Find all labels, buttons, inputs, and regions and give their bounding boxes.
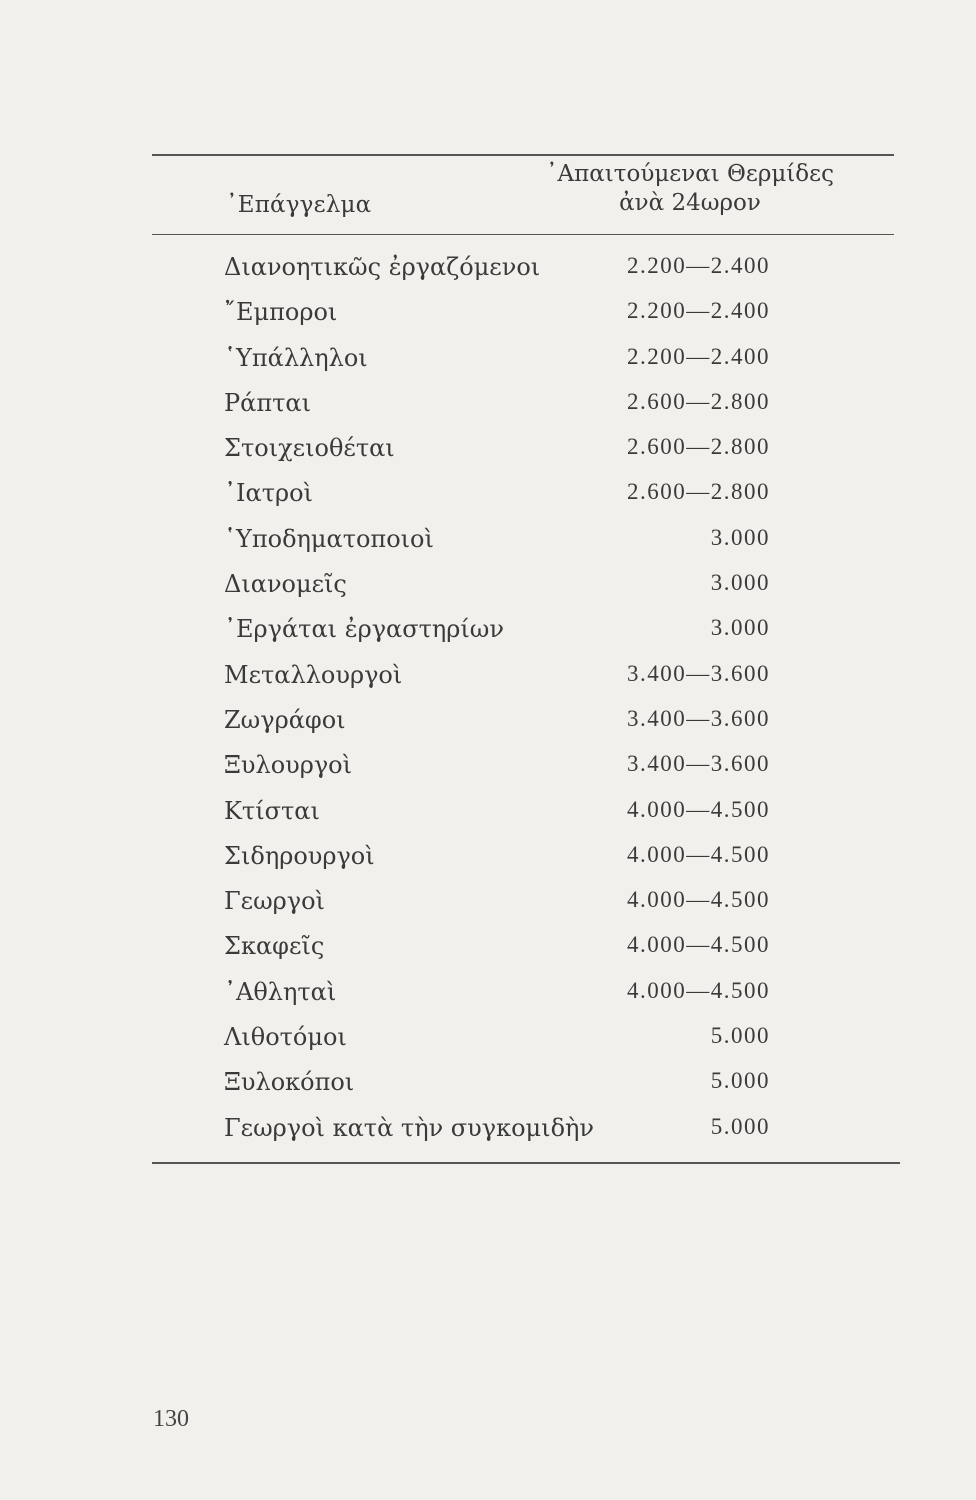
- occupation-cell: Λιθοτόμοι: [224, 1023, 347, 1052]
- occupation-cell: ῾Υπάλληλοι: [224, 343, 368, 372]
- occupation-cell: Ξυλοκόποι: [224, 1068, 355, 1097]
- calories-cell: 2.200—2.400: [627, 343, 770, 369]
- occupation-cell: Σκαφεῖς: [224, 932, 325, 961]
- calories-cell: 5.000: [710, 1023, 770, 1049]
- table-body: [0, 253, 976, 1159]
- table-row: [0, 842, 976, 887]
- calories-cell: 3.400—3.600: [627, 660, 770, 686]
- table-row: [0, 434, 976, 479]
- occupation-cell: ᾿Ιατροὶ: [224, 479, 313, 508]
- table-row: [0, 797, 976, 842]
- calories-cell: 3.400—3.600: [627, 705, 770, 731]
- calories-cell: 4.000—4.500: [627, 932, 770, 958]
- occupation-cell: Ζωγράφοι: [224, 705, 346, 734]
- occupation-cell: Σιδηρουργοὶ: [224, 841, 375, 870]
- calories-cell: 2.600—2.800: [627, 388, 770, 414]
- table-row: [0, 615, 976, 660]
- table-row: [0, 661, 976, 706]
- header-calories-line2: ἀνὰ 24ωρον: [619, 190, 761, 216]
- calories-cell: 5.000: [710, 1113, 770, 1139]
- occupation-cell: ᾿Αθληταὶ: [224, 977, 337, 1006]
- table-header-rule: [152, 234, 894, 235]
- occupation-cell: Στοιχειοθέται: [224, 434, 395, 463]
- calories-cell: 4.000—4.500: [627, 887, 770, 913]
- occupation-cell: Ξυλουργοὶ: [224, 751, 353, 780]
- page-number: 130: [153, 1406, 189, 1432]
- calories-cell: 2.200—2.400: [627, 298, 770, 324]
- occupation-cell: ῾Υποδηματοποιοὶ: [224, 524, 434, 553]
- table-row: [0, 887, 976, 932]
- table-row: [0, 1023, 976, 1068]
- table-row: [0, 389, 976, 434]
- table-row: [0, 932, 976, 977]
- table-row: [0, 751, 976, 796]
- occupation-cell: Μεταλλουργοὶ: [224, 660, 403, 689]
- occupation-cell: Ράπται: [224, 388, 312, 417]
- header-calories-line1: ᾿Απαιτούμεναι Θερμίδες: [546, 161, 834, 187]
- occupation-cell: Κτίσται: [224, 796, 320, 825]
- occupation-cell: Διανοητικῶς ἐργαζόμενοι: [224, 253, 541, 281]
- table-row: [0, 978, 976, 1023]
- header-calories: [530, 160, 850, 218]
- table-row: [0, 1068, 976, 1113]
- calories-cell: 2.600—2.800: [627, 434, 770, 460]
- occupation-cell: ᾿Εργάται ἐργαστηρίων: [224, 615, 504, 644]
- calories-cell: 2.200—2.400: [627, 253, 770, 278]
- table-row: [0, 253, 976, 298]
- table-row: [0, 298, 976, 343]
- occupation-cell: Γεωργοὶ: [224, 887, 325, 916]
- occupation-cell: ῎Εμποροι: [224, 298, 338, 327]
- table-row: [0, 479, 976, 524]
- calories-cell: 3.000: [710, 524, 770, 550]
- occupation-cell: Διανομεῖς: [224, 570, 347, 599]
- calories-cell: 4.000—4.500: [627, 977, 770, 1003]
- calories-cell: 3.000: [710, 615, 770, 641]
- calories-cell: 5.000: [710, 1068, 770, 1094]
- table-top-rule: [152, 154, 894, 156]
- header-occupation: ᾿Επάγγελμα: [226, 192, 372, 218]
- calories-cell: 4.000—4.500: [627, 796, 770, 822]
- table-row: [0, 525, 976, 570]
- table-row: [0, 570, 976, 615]
- table-row: [0, 1114, 976, 1159]
- calories-cell: 2.600—2.800: [627, 479, 770, 505]
- calories-cell: 4.000—4.500: [627, 841, 770, 867]
- calories-cell: 3.000: [710, 570, 770, 596]
- calories-cell: 3.400—3.600: [627, 751, 770, 777]
- occupation-cell: Γεωργοὶ κατὰ τὴν συγκομιδὴν: [224, 1113, 594, 1142]
- table-bottom-rule: [152, 1162, 900, 1164]
- table-row: [0, 706, 976, 751]
- table-row: [0, 344, 976, 389]
